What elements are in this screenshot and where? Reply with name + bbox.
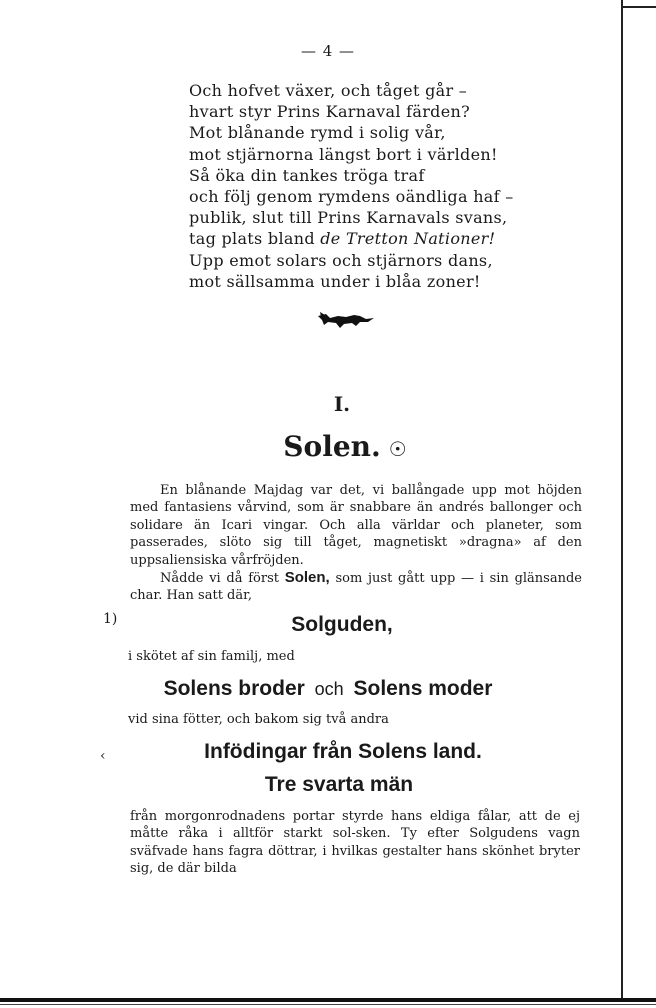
heading-solens-broder-moder [0,677,656,701]
emphasis-solen: Solen, [284,569,330,587]
poem-line: Mot blånande rymd i solig vår, [189,123,446,143]
poem-line: publik, slut till Prins Karnavals svans, [189,208,508,228]
poem-line: mot stjärnorna längst bort i världen! [189,144,498,164]
page-edge-corner [621,6,656,8]
heading-part: Solens moder [353,677,493,700]
poem [189,80,514,292]
poem-line: mot sällsamma under i blåa zoner! [189,271,481,291]
poem-line [189,228,514,249]
sun-symbol-icon: ☉ [388,437,407,461]
page-edge-right [621,0,623,1000]
poem-line: Så öka din tankes tröga traf [189,165,425,185]
footnote-marker: 1) [103,611,118,627]
page-number: — 4 — [300,42,356,60]
poem-line-text: tag plats bland [189,229,321,249]
heading-solguden: Solguden, [291,613,393,636]
chapter-title-text: Solen. [283,430,381,463]
heading-connector: och [314,679,344,699]
intro-paragraphs [130,482,582,605]
poem-line-italic: de Tretton Nationer! [320,229,496,249]
paragraph: från morgonrodnadens portar styrde hans eldiga fålar, att de ej måtte råka i alltför starkt sol-sken. Ty efter Solgudens vagn sväfvade hans fagra döttrar, i hvilkas gestalter hans skönhet bryter sig, de där bilda [130,809,580,877]
fox-ornament-icon [316,308,376,330]
page-edge-bottom-line [0,1004,656,1005]
chapter-number: I. [333,392,351,416]
chapter-title [0,430,656,463]
feet-line: vid sina fötter, och bakom sig två andra [128,712,389,727]
heading-tre-svarta-man: Tre svarta män [264,773,414,796]
paragraph-text: som just gått upp — i sin glänsande char. Han satt där, [130,571,582,604]
heading-infodingar: Infödingar från Solens land. [204,740,482,763]
paragraph [130,569,582,605]
poem-line: Upp emot solars och stjärnors dans, [189,250,493,270]
paragraph-text: Nådde vi då först [160,571,285,587]
poem-line: hvart styr Prins Karnaval färden? [189,102,470,122]
poem-line: Och hofvet växer, och tåget går – [189,81,468,100]
poem-line: och följ genom rymdens oändliga haf – [189,187,514,207]
margin-mark: ‹ [100,748,106,764]
page-edge-bottom [0,998,656,1002]
paragraph: En blånande Majdag var det, vi ballångade upp mot höjden med fantasiens vårvind, som är snabbare än andrés ballonger och solidare än Icari vingar. Och alla världar och planeter, som passerades, slöto sig till tåget, magnetiskt »dragna» af den uppsaliensiska vårfröjden. [130,483,582,568]
family-line: i skötet af sin familj, med [128,649,295,664]
final-paragraph [130,808,580,878]
heading-part: Solens broder [163,677,305,700]
